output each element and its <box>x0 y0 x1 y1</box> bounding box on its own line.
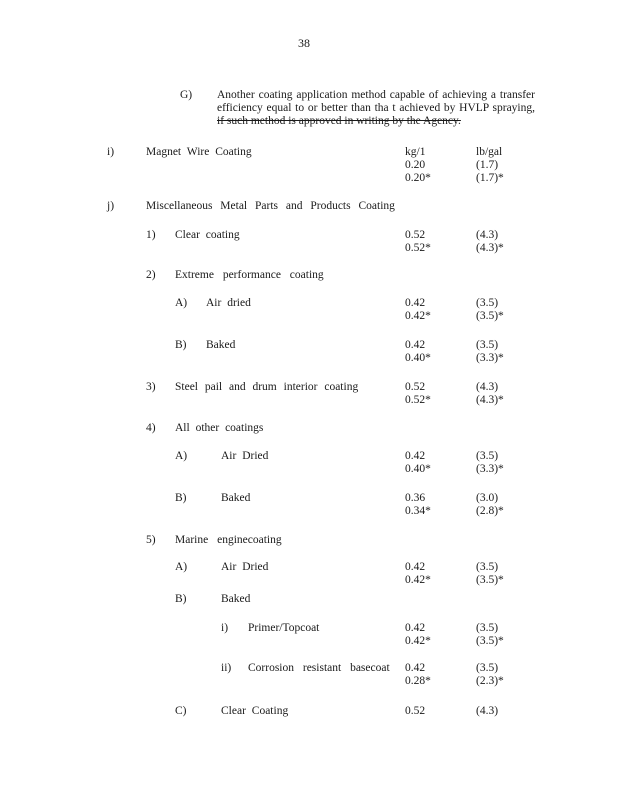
item-g-marker: G) <box>180 89 193 101</box>
item-4b-value-kg: 0.36 <box>405 492 426 504</box>
item-4b-label: Baked <box>221 492 251 504</box>
item-5c-value-lb: (4.3) <box>476 705 499 717</box>
item-1-value-kg: 0.52 <box>405 229 426 241</box>
item-5b-ii-label: Corrosion resistant basecoat <box>248 662 390 674</box>
item-2-marker: 2) <box>146 269 156 281</box>
section-i-title: Magnet Wire Coating <box>146 146 252 158</box>
item-5b-i-value-kg: 0.42 <box>405 622 426 634</box>
item-5b-ii-value-kg: 0.42 <box>405 662 426 674</box>
item-5a-marker: A) <box>175 561 188 573</box>
item-5b-i-value-lb-alt: (3.5)* <box>476 635 504 647</box>
item-3-marker: 3) <box>146 381 156 393</box>
item-1-marker: 1) <box>146 229 156 241</box>
item-5b-marker: B) <box>175 593 187 605</box>
item-4a-value-kg: 0.42 <box>405 450 426 462</box>
item-3-value-lb-alt: (4.3)* <box>476 394 504 406</box>
page-number: 38 <box>298 36 310 50</box>
item-5b-i-label: Primer/Topcoat <box>248 622 320 634</box>
item-4a-marker: A) <box>175 450 188 462</box>
item-5b-i-value-lb: (3.5) <box>476 622 499 634</box>
item-5a-value-kg-alt: 0.42* <box>405 574 431 586</box>
item-5b-ii-marker: ii) <box>221 662 232 674</box>
item-2b-marker: B) <box>175 339 187 351</box>
section-j-marker: j) <box>107 200 115 212</box>
item-2a-value-lb-alt: (3.5)* <box>476 310 504 322</box>
item-g-text <box>217 89 535 128</box>
item-1-value-lb: (4.3) <box>476 229 499 241</box>
item-5b-ii-value-lb: (3.5) <box>476 662 499 674</box>
item-3-value-kg-alt: 0.52* <box>405 394 431 406</box>
item-g-line-2: efficiency equal to or better than tha t achieved by HVLP spraying, <box>217 102 535 114</box>
item-1-value-lb-alt: (4.3)* <box>476 242 504 254</box>
item-2-label: Extreme performance coating <box>175 269 324 281</box>
item-2a-value-kg: 0.42 <box>405 297 426 309</box>
item-5a-value-lb: (3.5) <box>476 561 499 573</box>
unit-lb-header: lb/gal <box>476 146 503 158</box>
item-4b-value-lb-alt: (2.8)* <box>476 505 504 517</box>
item-5c-marker: C) <box>175 705 187 717</box>
item-5a-value-lb-alt: (3.5)* <box>476 574 504 586</box>
item-2b-value-lb-alt: (3.3)* <box>476 352 504 364</box>
item-5b-label: Baked <box>221 593 251 605</box>
section-i-marker: i) <box>107 146 115 158</box>
item-1-label: Clear coating <box>175 229 240 241</box>
item-g-line-3-struck: if such method is approved in writing by the Agency. <box>217 115 461 127</box>
section-j-title: Miscellaneous Metal Parts and Products Coating <box>146 200 395 212</box>
item-5b-i-marker: i) <box>221 622 229 634</box>
item-4b-value-lb: (3.0) <box>476 492 499 504</box>
section-i-value-lb-alt: (1.7)* <box>476 172 504 184</box>
item-g-line-1: Another coating application method capable of achieving a transfer <box>217 89 535 101</box>
item-4b-value-kg-alt: 0.34* <box>405 505 431 517</box>
item-4-label: All other coatings <box>175 422 264 434</box>
item-5b-ii-value-lb-alt: (2.3)* <box>476 675 504 687</box>
item-2b-value-lb: (3.5) <box>476 339 499 351</box>
unit-kg-header: kg/1 <box>405 146 426 158</box>
item-5b-ii-value-kg-alt: 0.28* <box>405 675 431 687</box>
item-5c-label: Clear Coating <box>221 705 289 717</box>
item-2b-value-kg: 0.42 <box>405 339 426 351</box>
section-i-value-lb: (1.7) <box>476 159 499 171</box>
item-4b-marker: B) <box>175 492 187 504</box>
item-5-label: Marine enginecoating <box>175 534 282 546</box>
item-5a-label: Air Dried <box>221 561 269 573</box>
item-5c-value-kg: 0.52 <box>405 705 426 717</box>
item-3-value-lb: (4.3) <box>476 381 499 393</box>
item-4-marker: 4) <box>146 422 156 434</box>
item-3-value-kg: 0.52 <box>405 381 426 393</box>
item-2b-value-kg-alt: 0.40* <box>405 352 431 364</box>
item-2b-label: Baked <box>206 339 236 351</box>
item-2a-marker: A) <box>175 297 188 309</box>
item-4a-value-lb: (3.5) <box>476 450 499 462</box>
item-4a-value-lb-alt: (3.3)* <box>476 463 504 475</box>
item-3-label: Steel pail and drum interior coating <box>175 381 359 393</box>
item-2a-value-lb: (3.5) <box>476 297 499 309</box>
item-2a-value-kg-alt: 0.42* <box>405 310 431 322</box>
item-5a-value-kg: 0.42 <box>405 561 426 573</box>
item-4a-value-kg-alt: 0.40* <box>405 463 431 475</box>
section-i-value-kg: 0.20 <box>405 159 426 171</box>
item-4a-label: Air Dried <box>221 450 269 462</box>
item-5-marker: 5) <box>146 534 156 546</box>
item-2a-label: Air dried <box>206 297 251 309</box>
item-1-value-kg-alt: 0.52* <box>405 242 431 254</box>
section-i-value-kg-alt: 0.20* <box>405 172 431 184</box>
item-5b-i-value-kg-alt: 0.42* <box>405 635 431 647</box>
